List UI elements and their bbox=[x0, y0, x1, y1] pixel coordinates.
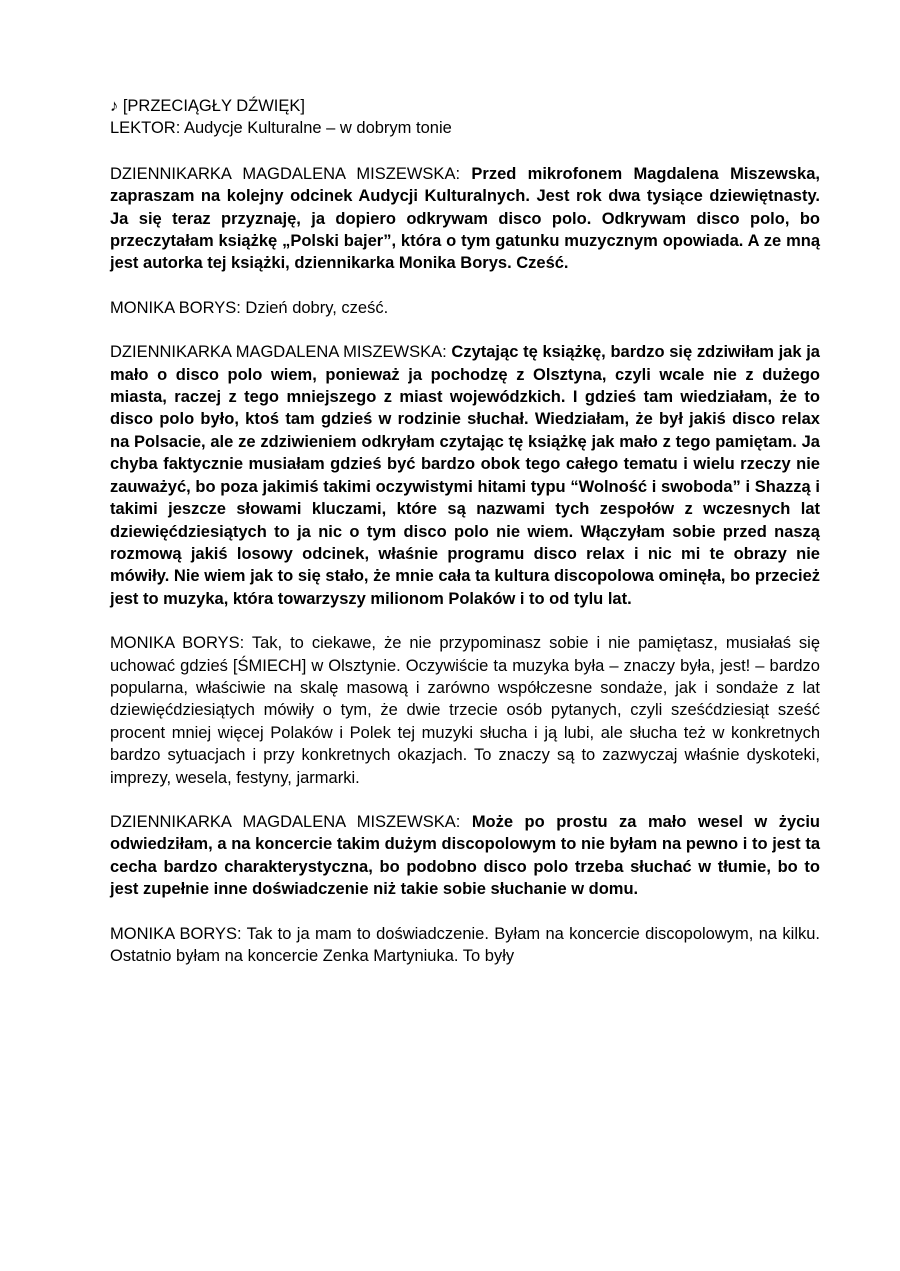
utterance-text: Może po prostu za mało wesel w życiu odwiedziłam, a na koncercie takim dużym discopolowym to nie byłam na pewno i to jest ta cecha bardzo charakterystyczna, bo podobno disco polo trzeba słuchać w tłumie, bo to jest zupełnie inne doświadczenie niż takie sobie słuchanie w domu. bbox=[110, 812, 820, 899]
speaker-label: DZIENNIKARKA MAGDALENA MISZEWSKA: bbox=[110, 343, 447, 362]
sound-effect-line: ♪ [PRZECIĄGŁY DŹWIĘK] bbox=[110, 97, 305, 115]
utterance-text: Tak to ja mam to doświadczenie. Byłam na koncercie discopolowym, na kilku. Ostatnio byłam na koncercie Zenka Martyniuka. To były bbox=[110, 924, 820, 965]
utterance-text: Przed mikrofonem Magdalena Miszewska, zapraszam na kolejny odcinek Audycji Kulturalnych. Jest rok dwa tysiące dziewiętnasty. Ja się teraz przyznaję, ja dopiero odkrywam disco polo. Odkrywam disco polo, bo przeczytałam książkę „Polski bajer”, która o tym gatunku muzycznym opowiada. A ze mną jest autorka tej książki, dziennikarka Monika Borys. Cześć. bbox=[110, 164, 820, 273]
lektor-line: LEKTOR: Audycje Kulturalne – w dobrym tonie bbox=[110, 119, 452, 138]
speaker-label: DZIENNIKARKA MAGDALENA MISZEWSKA: bbox=[110, 812, 461, 831]
dialogue-paragraph bbox=[110, 341, 820, 610]
speaker-label: MONIKA BORYS: bbox=[110, 298, 241, 317]
dialogue-paragraph bbox=[110, 632, 820, 789]
dialogue-paragraph bbox=[110, 923, 820, 968]
speaker-label: DZIENNIKARKA MAGDALENA MISZEWSKA: bbox=[110, 164, 461, 183]
utterance-text: Tak, to ciekawe, że nie przypominasz sobie i nie pamiętasz, musiałaś się uchować gdzieś [ŚMIECH] w Olsztynie. Oczywiście ta muzyka była – znaczy była, jest! – bardzo popularna, właściwie na skalę masową i zarówno współczesne sondaże, jak i sondaże z lat dziewięćdziesiątych mówiły o tym, że dwie trzecie osób pytanych, czyli sześćdziesiąt sześć procent mniej więcej Polaków i Polek tej muzyki słucha i ją lubi, ale słucha też w konkretnych bardzo sytuacjach i przy konkretnych okazjach. To znaczy są to zazwyczaj właśnie dyskoteki, imprezy, wesela, festyny, jarmarki. bbox=[110, 634, 820, 787]
utterance-text: Dzień dobry, cześć. bbox=[245, 298, 389, 317]
transcript-body bbox=[110, 95, 820, 989]
speaker-label: MONIKA BORYS: bbox=[110, 924, 242, 943]
dialogue-paragraph bbox=[110, 163, 820, 275]
dialogue-paragraph bbox=[110, 811, 820, 901]
speaker-label: MONIKA BORYS: bbox=[110, 634, 245, 653]
utterance-text: Czytając tę książkę, bardzo się zdziwiłam jak ja mało o disco polo wiem, ponieważ ja pochodzę z Olsztyna, czyli wcale nie z dużego miasta, raczej z tego mniejszego z miast wojewódzkich. I gdzieś tam wiedziałam, że to disco polo było, ktoś tam gdzieś w rodzinie słuchał. Wiedziałam, że był jakiś disco relax na Polsacie, ale ze zdziwieniem odkryłam czytając tę książkę jak mało z tego pamiętam. Ja chyba faktycznie musiałam gdzieś być bardzo obok tego całego tematu i wielu rzeczy nie zauważyć, bo poza jakimiś takimi oczywistymi hitami typu “Wolność i swoboda” i Shazzą i takimi jeszcze słowami kluczami, które są nazwami tych zespołów z wczesnych lat dziewięćdziesiątych to ja nic o tym disco polo nie wiem. Włączyłam sobie przed naszą rozmową jakiś losowy odcinek, właśnie programu disco relax i nic mi te obrazy nie mówiły. Nie wiem jak to się stało, że mnie cała ta kultura discopolowa ominęła, bo przecież jest to muzyka, która towarzyszy milionom Polaków i to od tylu lat. bbox=[110, 343, 820, 608]
dialogue-paragraph bbox=[110, 297, 820, 319]
